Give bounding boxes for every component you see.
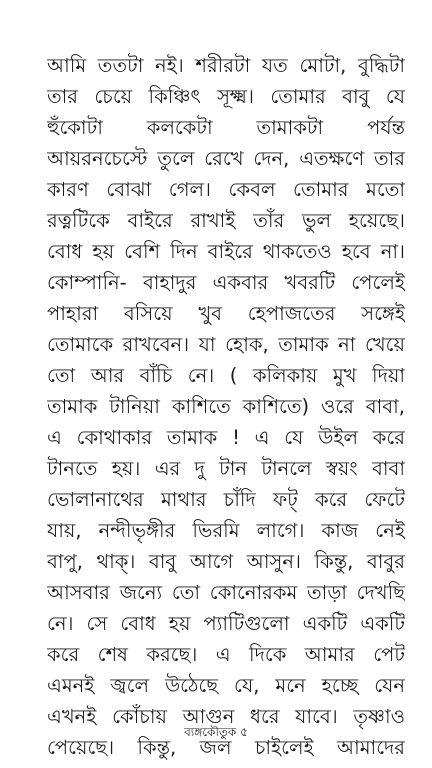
text-line: টানতে হয়। এর দু টান টানলে স্বয়ং বাবা — [47, 457, 405, 480]
text-line: পাহারা বসিয়ে খুব হেপাজতের সঙ্গেই — [47, 302, 405, 325]
text-line: আমি ততটা নই। শরীরটা যত মোটা, বুদ্ধিটা — [47, 54, 405, 77]
text-line: আয়রনচেস্টে তুলে রেখে দেন, এতক্ষণে তার — [47, 147, 405, 170]
body-text — [47, 50, 405, 763]
text-line: এমনই জ্বলে উঠেছে যে, মনে হচ্ছে যেন — [47, 674, 405, 697]
text-line: হুঁকোটা কলকেটা তামাকটা পর্যন্ত — [47, 116, 405, 139]
text-line: ভোলানাথের মাথার চাঁদি ফট্ করে ফেটে — [47, 488, 405, 511]
page-footer: ব্যঙ্গকৌতুক ৫ — [184, 725, 248, 739]
text-line: পেয়েছে। কিন্তু, জল চাইলেই আমাদের — [47, 736, 405, 759]
text-line: করে শেষ করছে। এ দিকে আমার পেট — [47, 643, 405, 666]
text-line: বোধ হয় বেশি দিন বাইরে থাকতেও হবে না। — [47, 240, 405, 263]
text-line: আসবার জন্যে তো কোনোরকম তাড়া দেখছি — [47, 581, 405, 604]
text-line: বাপু, থাক্। বাবু আগে আসুন। কিন্তু, বাবুর — [47, 550, 405, 573]
text-line: তার চেয়ে কিঞ্চিৎ সূক্ষ্ম। তোমার বাবু যে — [47, 85, 405, 108]
text-line: কোম্পানি- বাহাদুর একবার খবরটি পেলেই — [47, 271, 405, 294]
text-line: নে। সে বোধ হয় প্যাটিগুলো একটি একটি — [47, 612, 405, 635]
text-line: তোমাকে রাখবেন। যা হোক, তামাক না খেয়ে — [47, 333, 405, 356]
text-line: রত্নটিকে বাইরে রাখাই তাঁর ভুল হয়েছে। — [47, 209, 405, 232]
text-line: তামাক টানিয়া কাশিতে কাশিতে) ওরে বাবা, — [47, 395, 405, 418]
text-line: যায়, নন্দীভৃঙ্গীর ভিরমি লাগে। কাজ নেই — [47, 519, 405, 542]
text-line: এ কোথাকার তামাক ! এ যে উইল করে — [47, 426, 405, 449]
text-line: এখনই কোঁচায় আগুন ধরে যাবে। তৃষ্ণাও — [47, 705, 405, 728]
text-line: তো আর বাঁচি নে। ( কলিকায় মুখ দিয়া — [47, 364, 405, 387]
text-line: কারণ বোঝা গেল। কেবল তোমার মতো — [47, 178, 405, 201]
